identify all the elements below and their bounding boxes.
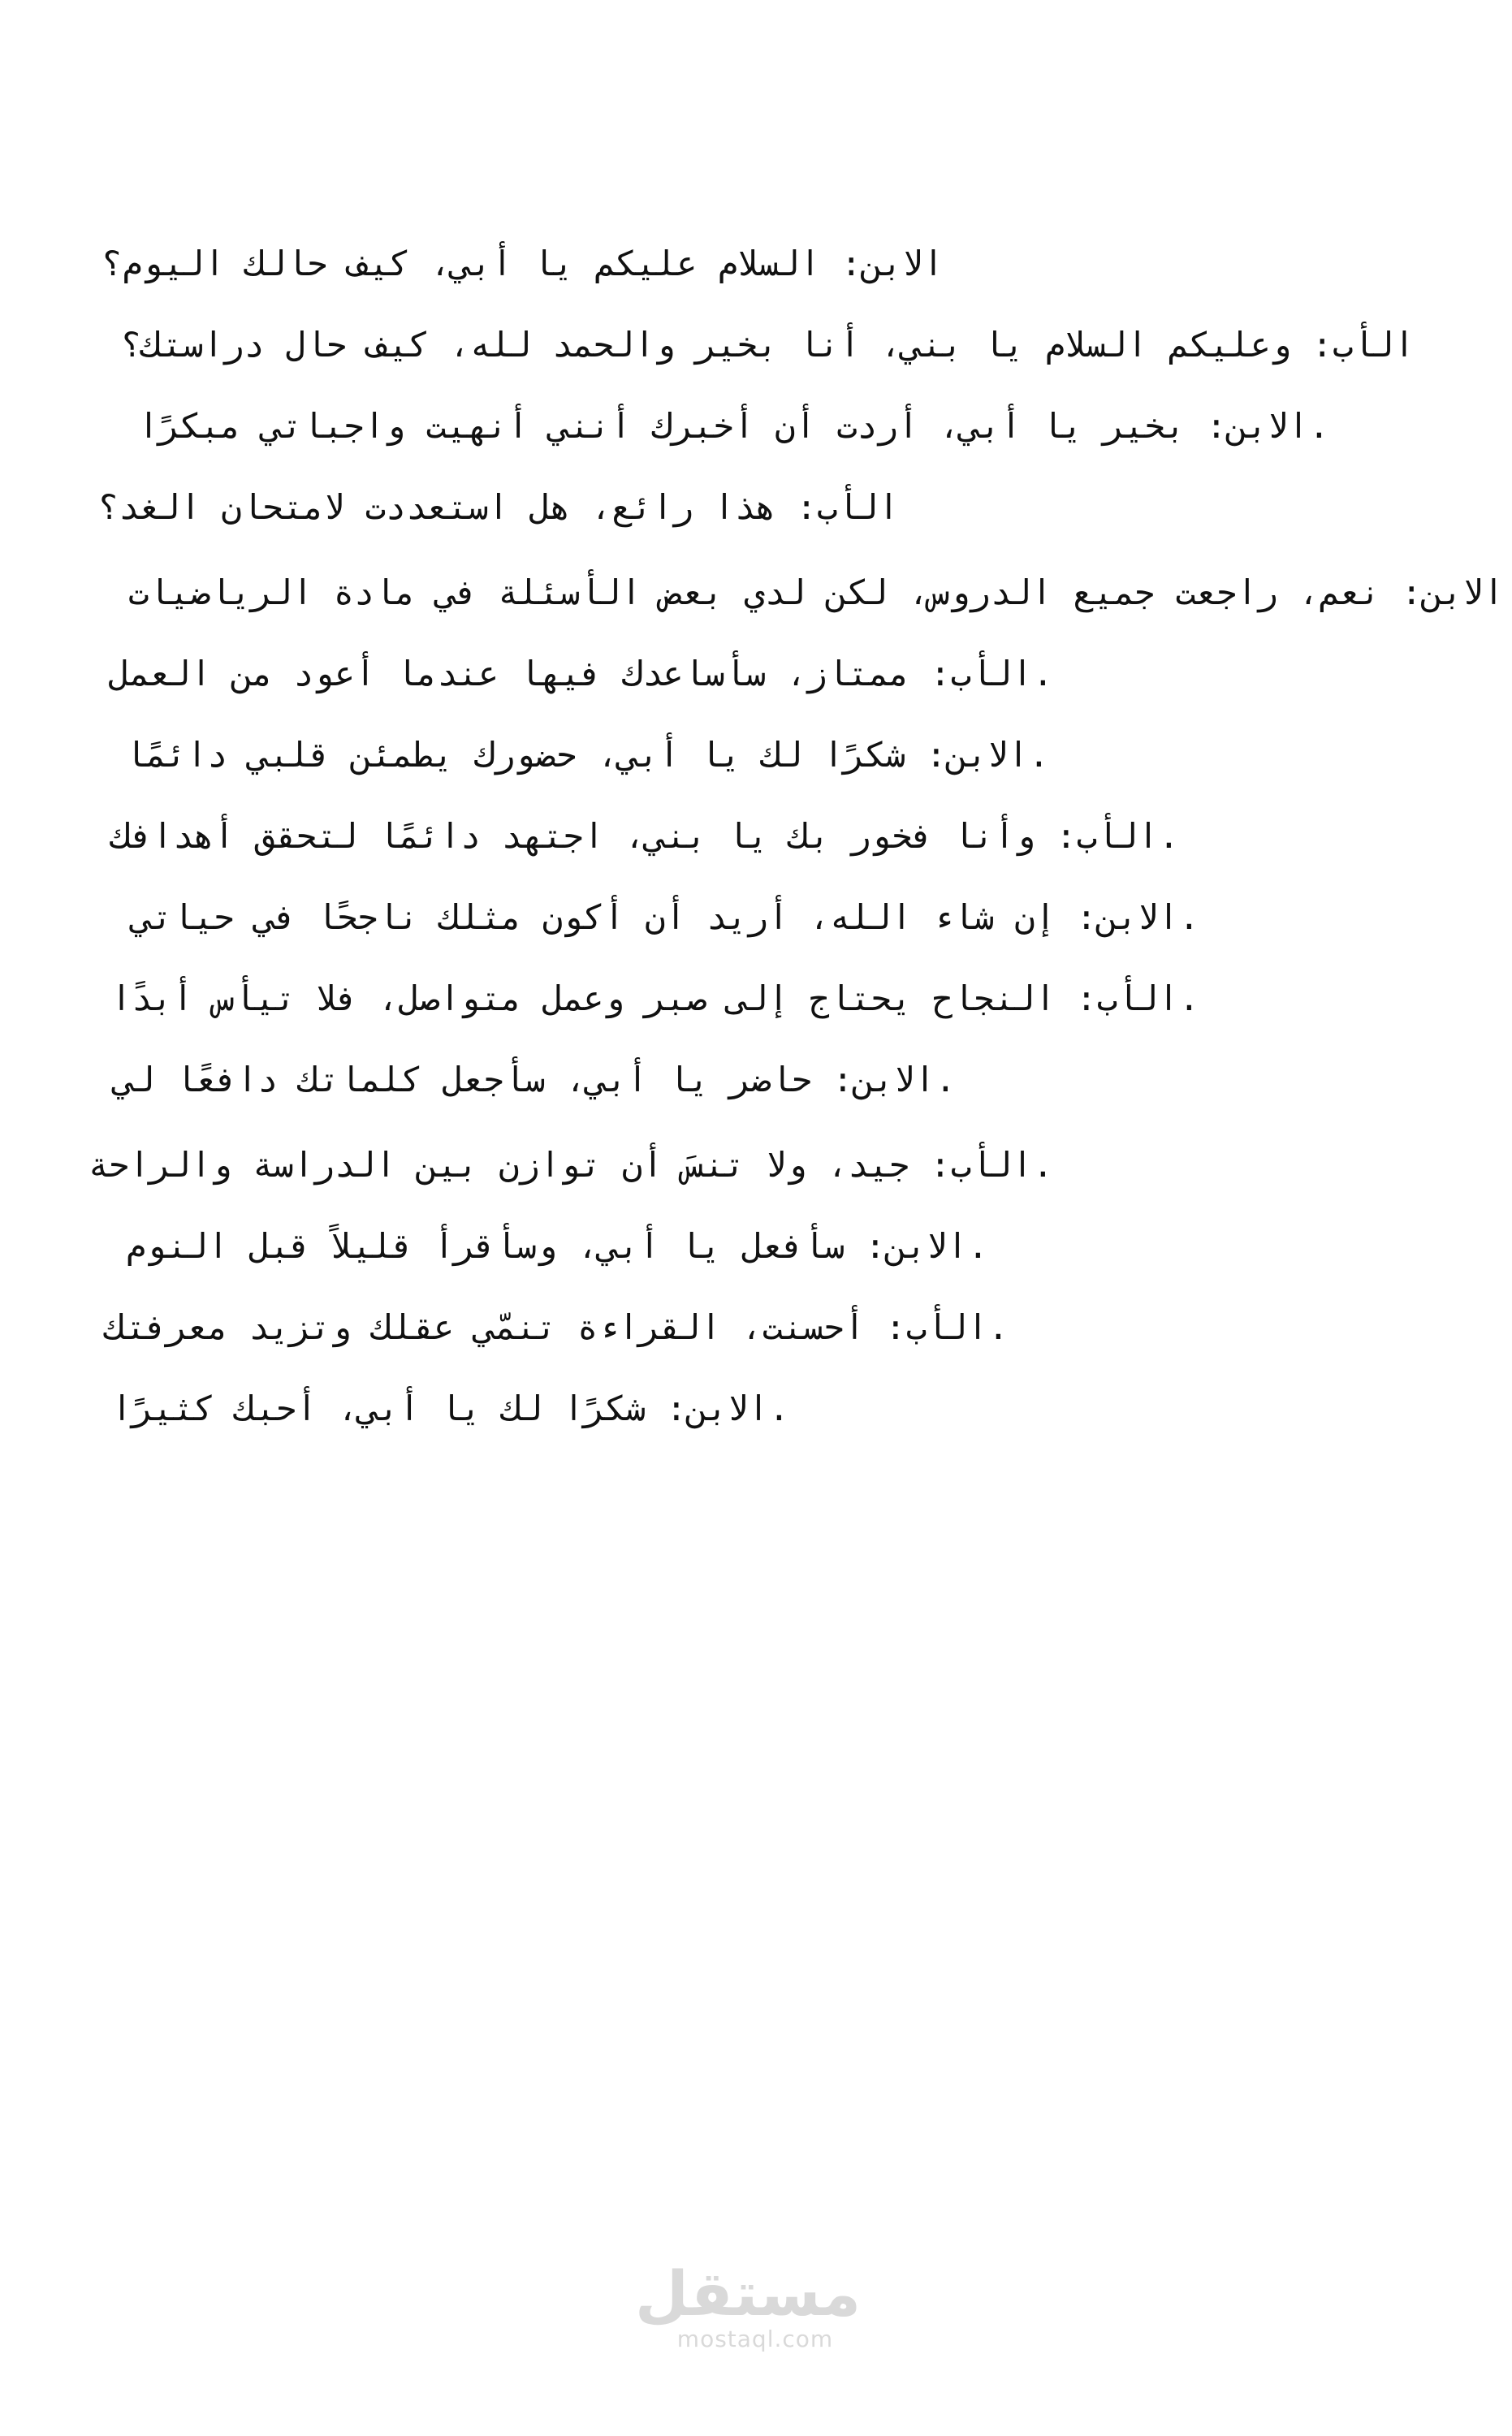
dialogue-line: .الابن: إن شاء الله، أريد أن أكون مثلك ناجحًا في حياتي bbox=[132, 897, 1199, 937]
dialogue-line: .الابن: بخير يا أبي، أردت أن أخبرك أنني أنهيت واجباتي مبكرًا bbox=[138, 406, 1329, 446]
dialogue-line: الابن: السلام عليكم يا أبي، كيف حالك اليوم؟ bbox=[102, 244, 944, 283]
dialogue-line: الأب: وعليكم السلام يا بني، أنا بخير والحمد لله، كيف حال دراستك؟ bbox=[120, 325, 1415, 365]
dialogue-line: .الابن: شكرًا لك يا أبي، حضورك يطمئن قلبي دائمًا bbox=[125, 735, 1049, 775]
dialogue-line: .الابن: حاضر يا أبي، سأجعل كلماتك دافعًا لي bbox=[114, 1060, 956, 1099]
mostaql-watermark bbox=[635, 2257, 861, 2352]
dialogue-line: .الأب: ممتاز، سأساعدك فيها عندما أعود من العمل bbox=[108, 654, 1053, 693]
dialogue-line: .الأب: أحسنت، القراءة تنمّي عقلك وتزيد معرفتك bbox=[105, 1307, 1009, 1347]
watermark-url: mostaql.com bbox=[676, 2326, 834, 2352]
dialogue-line: .الأب: وأنا فخور بك يا بني، اجتهد دائمًا لتحقق أهدافك bbox=[111, 816, 1179, 856]
watermark-logo: مستقل bbox=[635, 2257, 861, 2330]
dialogue-line: .الأب: جيد، ولا تنسَ أن توازن بين الدراسة والراحة bbox=[88, 1145, 1053, 1185]
dialogue-line: الأب: هذا رائع، هل استعددت لامتحان الغد؟ bbox=[97, 487, 899, 527]
dialogue-line: الابن: نعم، راجعت جميع الدروس، لكن لدي بعض الأسئلة في مادة الرياضيات bbox=[127, 572, 1504, 612]
dialogue-line: .الابن: شكرًا لك يا أبي، أحبك كثيرًا bbox=[111, 1389, 789, 1428]
dialogue-line: .الابن: سأفعل يا أبي، وسأقرأ قليلاً قبل النوم bbox=[125, 1226, 988, 1266]
dialogue-line: .الأب: النجاح يحتاج إلى صبر وعمل متواصل، فلا تيأس أبدًا bbox=[110, 978, 1199, 1018]
